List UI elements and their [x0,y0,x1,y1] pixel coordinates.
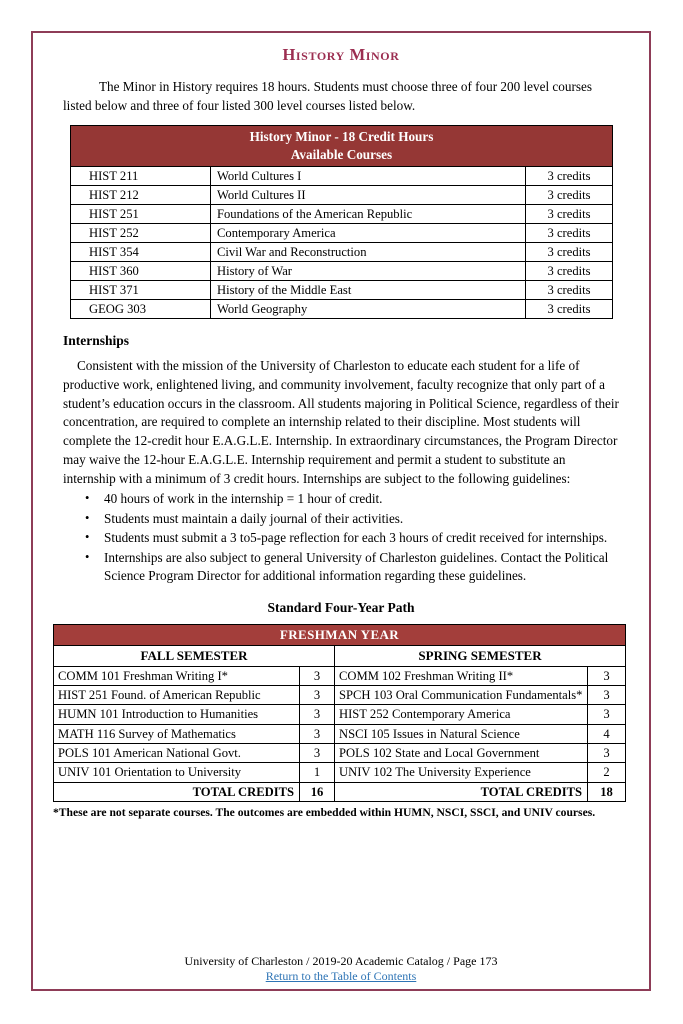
course-credits: 3 credits [526,300,613,319]
course-row [71,300,613,319]
course-code: HIST 354 [71,243,211,262]
guideline-item: • Internships are also subject to general University of Charleston guidelines. Contact the Political Science Program Director for additional information regarding these guidelines. [104,549,619,586]
course-row [71,281,613,300]
course-credits: 3 credits [526,186,613,205]
course-title: History of War [211,262,526,281]
course-code: HIST 251 [71,205,211,224]
fall-credits: 3 [300,744,335,763]
course-code: HIST 252 [71,224,211,243]
page-footer [33,954,649,984]
semester-row [54,686,626,705]
semester-row [54,744,626,763]
fall-course: COMM 101 Freshman Writing I* [54,666,300,685]
spring-course: POLS 102 State and Local Government [335,744,588,763]
courses-table-title-line1: History Minor - 18 Credit Hours [249,129,434,145]
year-header-row [54,624,626,645]
fall-semester-header: FALL SEMESTER [54,645,335,666]
spring-credits: 3 [588,705,626,724]
course-credits: 3 credits [526,262,613,281]
course-title: Contemporary America [211,224,526,243]
spring-credits: 3 [588,686,626,705]
spring-course: COMM 102 Freshman Writing II* [335,666,588,685]
fall-course: UNIV 101 Orientation to University [54,763,300,782]
total-credits-row [54,782,626,801]
course-title: World Cultures II [211,186,526,205]
table-footnote: *These are not separate courses. The outcomes are embedded within HUMN, NSCI, SSCI, and UNIV courses. [53,806,596,820]
courses-table [70,125,613,319]
fall-total-value: 16 [300,782,335,801]
course-row [71,205,613,224]
spring-credits: 4 [588,724,626,743]
spring-course: UNIV 102 The University Experience [335,763,588,782]
page-border [31,31,651,991]
freshman-year-table [53,624,626,803]
course-code: HIST 211 [71,167,211,186]
page-title: History Minor [282,45,400,64]
spring-total-label: TOTAL CREDITS [335,782,588,801]
spring-credits: 2 [588,763,626,782]
internships-heading: Internships [63,333,130,349]
fall-total-label: TOTAL CREDITS [54,782,300,801]
courses-table-header [71,126,613,167]
course-title: Civil War and Reconstruction [211,243,526,262]
spring-course: HIST 252 Contemporary America [335,705,588,724]
year-header: FRESHMAN YEAR [54,624,626,645]
semester-row [54,666,626,685]
semester-row [54,705,626,724]
courses-table-title-line2: Available Courses [290,147,393,163]
spring-total-value: 18 [588,782,626,801]
course-row [71,243,613,262]
course-row [71,186,613,205]
semester-header-row [54,645,626,666]
spring-credits: 3 [588,666,626,685]
internship-guidelines-list [63,490,619,585]
course-credits: 3 credits [526,224,613,243]
internships-paragraph: Consistent with the mission of the University of Charleston to educate each student for a life of productive work, enlightened living, and community involvement, faculty recognize that only part of a student’s education occurs in the classroom. All students majoring in Political Science, regardless of their concentration, are required to complete an internship related to their discipline. Most students will complete the 12-credit hour E.A.G.L.E. Internship. In extraordinary circumstances, the Program Director may waive the 12-hour E.A.G.L.E. Internship requirement and permit a student to substitute an internship with a minimum of 3 credit hours. Internships are subject to the following guidelines: [63,358,619,486]
course-title: World Cultures I [211,167,526,186]
fall-credits: 1 [300,763,335,782]
course-title: Foundations of the American Republic [211,205,526,224]
spring-course: NSCI 105 Issues in Natural Science [335,724,588,743]
guideline-item: • Students must submit a 3 to5-page reflection for each 3 hours of credit received for internships. [104,529,619,547]
fall-course: HIST 251 Found. of American Republic [54,686,300,705]
fall-credits: 3 [300,705,335,724]
fall-course: MATH 116 Survey of Mathematics [54,724,300,743]
course-credits: 3 credits [526,243,613,262]
course-row [71,224,613,243]
intro-paragraph: The Minor in History requires 18 hours. Students must choose three of four 200 level courses listed below and three of four listed 300 level courses listed below. [63,79,592,113]
catalog-footer-line: University of Charleston / 2019-20 Academic Catalog / Page 173 [184,954,498,968]
course-title: History of the Middle East [211,281,526,300]
guideline-item: • Students must maintain a daily journal of their activities. [104,510,619,528]
course-code: HIST 371 [71,281,211,300]
fall-credits: 3 [300,686,335,705]
fall-course: HUMN 101 Introduction to Humanities [54,705,300,724]
fall-course: POLS 101 American National Govt. [54,744,300,763]
course-credits: 3 credits [526,281,613,300]
course-row [71,167,613,186]
course-row [71,262,613,281]
course-code: HIST 360 [71,262,211,281]
semester-row [54,724,626,743]
four-year-path-heading: Standard Four-Year Path [267,599,415,615]
fall-credits: 3 [300,724,335,743]
fall-credits: 3 [300,666,335,685]
courses-table-header-row [71,126,613,167]
spring-course: SPCH 103 Oral Communication Fundamentals* [335,686,588,705]
course-credits: 3 credits [526,205,613,224]
guideline-item: • 40 hours of work in the internship = 1 hour of credit. [104,490,619,508]
course-credits: 3 credits [526,167,613,186]
semester-row [54,763,626,782]
spring-credits: 3 [588,744,626,763]
spring-semester-header: SPRING SEMESTER [335,645,626,666]
course-code: HIST 212 [71,186,211,205]
course-code: GEOG 303 [71,300,211,319]
course-title: World Geography [211,300,526,319]
return-to-toc-link[interactable]: Return to the Table of Contents [265,969,417,983]
